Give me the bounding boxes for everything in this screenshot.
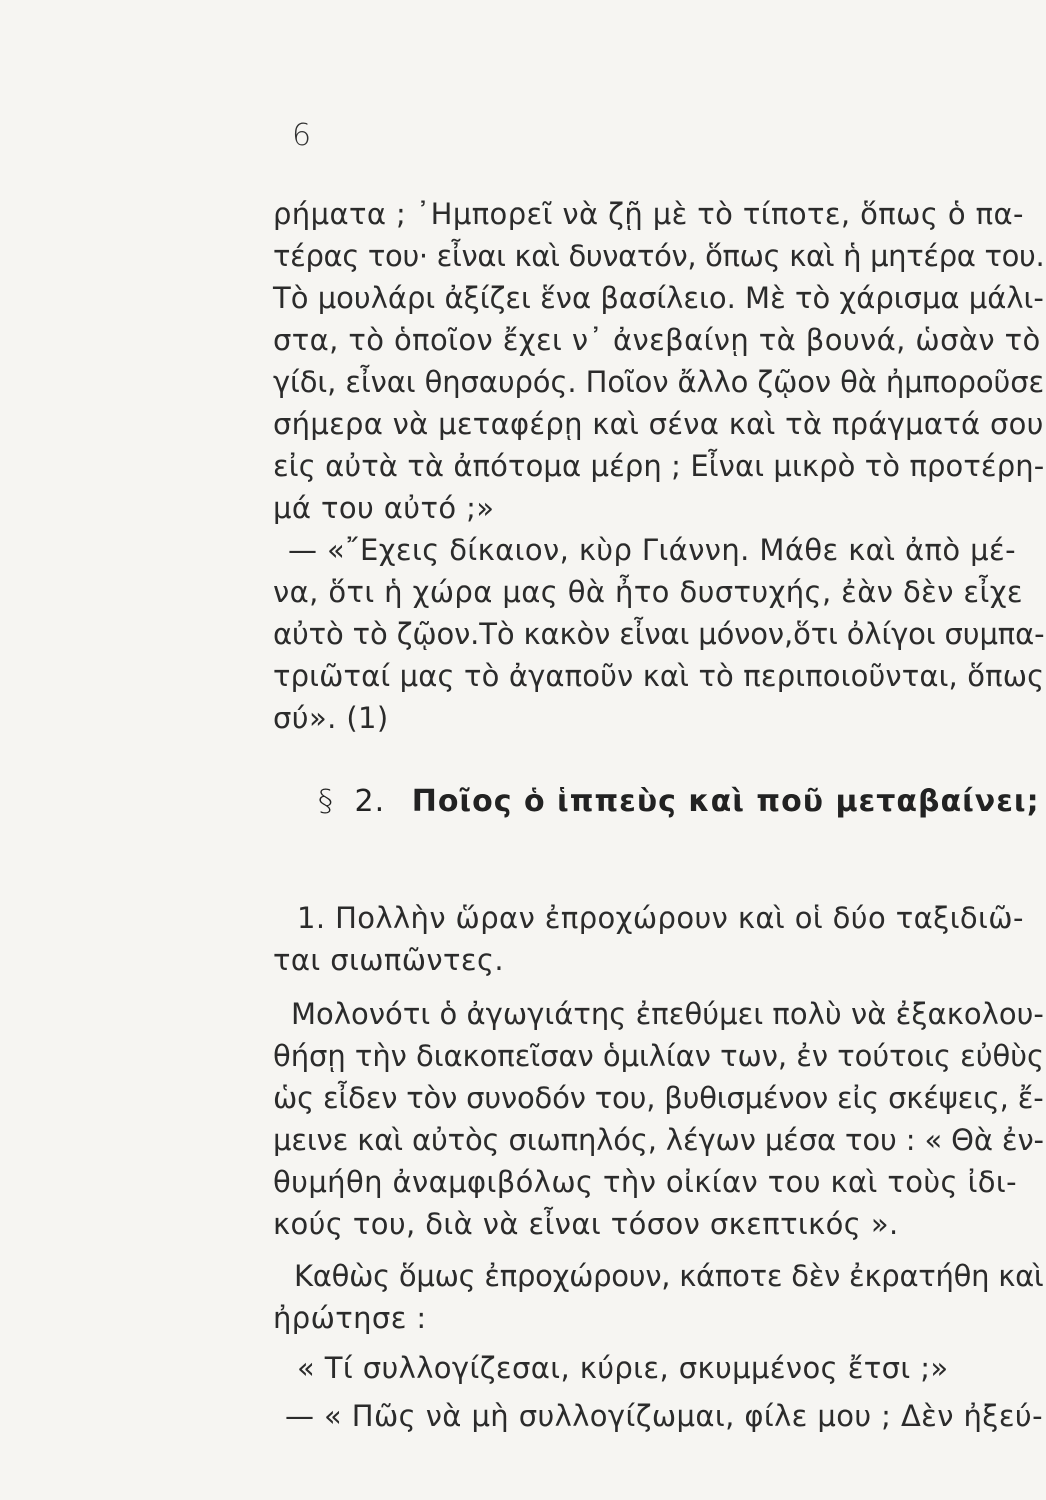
text-line: τριῶταί μας τὸ ἀγαποῦν καὶ τὸ περιποιοῦνται, ὅπως [273, 659, 1045, 693]
text-line: μά του αὐτό ;» [273, 491, 495, 525]
text-line: κούς του, διὰ νὰ εἶναι τόσον σκεπτικός ». [273, 1207, 899, 1241]
text-line: ται σιωπῶντες. [273, 943, 505, 977]
text-line: Μολονότι ὁ ἀγωγιάτης ἐπεθύμει πολὺ νὰ ἐξακολου- [291, 997, 1044, 1031]
text-line: να, ὅτι ἡ χώρα μας θὰ ἦτο δυστυχής, ἐὰν δὲν εἶχε [273, 575, 1023, 609]
text-line: — « Πῶς νὰ μὴ συλλογίζωμαι, φίλε μου ; Δὲν ἠξεύ- [285, 1399, 1043, 1433]
text-line: σύ». (1) [273, 701, 389, 735]
section-number: 2. [354, 784, 386, 819]
text-line: Τὸ μουλάρι ἀξίζει ἕνα βασίλειο. Μὲ τὸ χάρισμα μάλι- [273, 281, 1044, 315]
text-line: αὐτὸ τὸ ζῷον.Τὸ κακὸν εἶναι μόνον,ὅτι ὀλίγοι συμπα- [273, 617, 1045, 651]
text-line: ὡς εἶδεν τὸν συνοδόν του, βυθισμένον εἰς σκέψεις, ἔ- [273, 1081, 1044, 1115]
section-heading [318, 782, 1040, 822]
text-line: 1. Πολλὴν ὥραν ἐπροχώρουν καὶ οἱ δύο ταξιδιῶ- [297, 901, 1024, 935]
section-symbol: § [318, 784, 334, 819]
text-line: στα, τὸ ὁποῖον ἔχει ν᾿ ἀνεβαίνῃ τὰ βουνά, ὡσὰν τὸ [273, 323, 1041, 357]
text-line: θυμήθη ἀναμφιβόλως τὴν οἰκίαν του καὶ τοὺς ἰδι- [273, 1165, 1017, 1199]
text-line: εἰς αὐτὰ τὰ ἀπότομα μέρη ; Εἶναι μικρὸ τὸ προτέρη- [273, 449, 1045, 483]
text-line: ρήματα ; ᾿Ημπορεῖ νὰ ζῇ μὲ τὸ τίποτε, ὅπως ὁ πα- [273, 197, 1024, 231]
text-line: τέρας του· εἶναι καὶ δυνατόν, ὅπως καὶ ἡ μητέρα του. [273, 239, 1045, 273]
text-line: « Τί συλλογίζεσαι, κύριε, σκυμμένος ἔτσι ;» [297, 1351, 949, 1385]
text-line: — «῎Εχεις δίκαιον, κὺρ Γιάννη. Μάθε καὶ ἀπὸ μέ- [288, 533, 1016, 567]
text-line: θήσῃ τὴν διακοπεῖσαν ὁμιλίαν των, ἐν τούτοις εὐθὺς [273, 1039, 1044, 1073]
text-line: ἠρώτησε : [273, 1301, 427, 1335]
text-line: γίδι, εἶναι θησαυρός. Ποῖον ἄλλο ζῷον θὰ ἠμποροῦσε [273, 365, 1045, 399]
text-line: μεινε καὶ αὐτὸς σιωπηλός, λέγων μέσα του : « Θὰ ἐν- [273, 1123, 1044, 1157]
section-title: Ποῖος ὁ ἱππεὺς καὶ ποῦ μεταβαίνει; [411, 784, 1040, 819]
text-line: σήμερα νὰ μεταφέρῃ καὶ σένα καὶ τὰ πράγματά σου [273, 407, 1044, 441]
text-line: Καθὼς ὅμως ἐπροχώρουν, κάποτε δὲν ἐκρατήθη καὶ [294, 1259, 1044, 1293]
page-number: 6 [292, 118, 312, 153]
